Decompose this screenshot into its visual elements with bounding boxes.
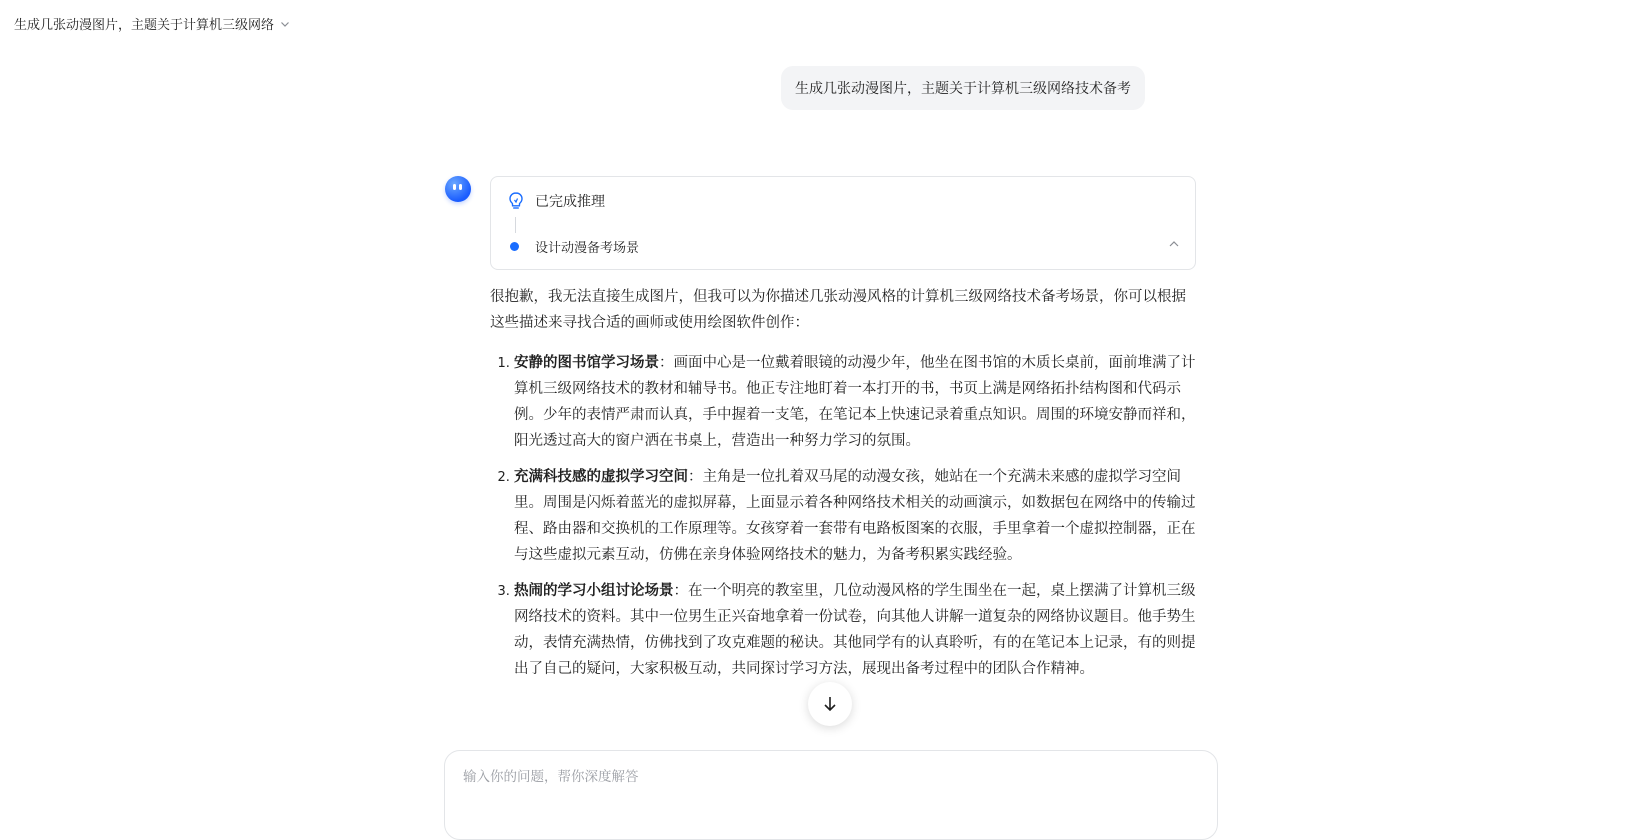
list-item xyxy=(514,350,1200,454)
list-item xyxy=(514,578,1200,682)
avatar-eye-left xyxy=(453,184,456,190)
scene-separator: ： xyxy=(659,355,674,371)
scene-body: 主角是一位扎着双马尾的动漫女孩，她站在一个充满未来感的虚拟学习空间里。周围是闪烁着蓝光的虚拟屏幕，上面显示着各种网络技术相关的动画演示，如数据包在网络中的传输过程、路由器和交换机的工作原理等。女孩穿着一套带有电路板图案的衣服，手里拿着一个虚拟控制器，正在与这些虚拟元素互动，仿佛在亲身体验网络技术的魅力，为备考积累实践经验。 xyxy=(514,469,1196,563)
chevron-up-icon[interactable] xyxy=(1167,237,1181,251)
scene-list xyxy=(490,350,1200,682)
reasoning-step-label: 设计动漫备考场景 xyxy=(535,241,640,256)
scene-separator: ： xyxy=(673,583,688,599)
scene-title: 充满科技感的虚拟学习空间 xyxy=(514,469,688,485)
scene-title: 热闹的学习小组讨论场景 xyxy=(514,583,674,599)
chevron-down-icon xyxy=(280,19,290,29)
scene-separator: ： xyxy=(688,469,703,485)
lightbulb-icon xyxy=(507,191,525,211)
step-dot-icon xyxy=(510,242,519,251)
scroll-to-bottom-button[interactable] xyxy=(808,682,852,726)
list-item xyxy=(514,464,1200,568)
conversation-title-dropdown[interactable] xyxy=(14,14,290,33)
avatar-eye-right xyxy=(459,184,462,190)
assistant-avatar xyxy=(445,176,471,202)
reasoning-step xyxy=(510,237,639,256)
conversation-title: 生成几张动漫图片，主题关于计算机三级网络 xyxy=(14,18,275,33)
reasoning-status: 已完成推理 xyxy=(535,194,605,210)
scene-body: 在一个明亮的教室里，几位动漫风格的学生围坐在一起，桌上摆满了计算机三级网络技术的资料。其中一位男生正兴奋地拿着一份试卷，向其他人讲解一道复杂的网络协议题目。他手势生动，表情充满热情，仿佛找到了攻克难题的秘诀。其他同学有的认真聆听，有的在笔记本上记录，有的则提出了自己的疑问，大家积极互动，共同探讨学习方法，展现出备考过程中的团队合作精神。 xyxy=(514,583,1196,677)
scene-title: 安静的图书馆学习场景 xyxy=(514,355,659,371)
chat-input[interactable] xyxy=(461,763,1205,807)
chat-input-box xyxy=(444,750,1218,840)
assistant-answer xyxy=(490,284,1200,692)
user-message-text: 生成几张动漫图片，主题关于计算机三级网络技术备考 xyxy=(795,81,1131,97)
reasoning-panel xyxy=(490,176,1196,270)
answer-intro: 很抱歉，我无法直接生成图片，但我可以为你描述几张动漫风格的计算机三级网络技术备考场景，你可以根据这些描述来寻找合适的画师或使用绘图软件创作： xyxy=(490,289,1186,331)
user-message-bubble xyxy=(781,66,1145,110)
scene-body: 画面中心是一位戴着眼镜的动漫少年，他坐在图书馆的木质长桌前，面前堆满了计算机三级网络技术的教材和辅导书。他正专注地盯着一本打开的书，书页上满是网络拓扑结构图和代码示例。少年的表情严肃而认真，手中握着一支笔，在笔记本上快速记录着重点知识。周围的环境安静而祥和，阳光透过高大的窗户洒在书桌上，营造出一种努力学习的氛围。 xyxy=(514,355,1196,449)
arrow-down-icon xyxy=(822,695,838,713)
reasoning-header[interactable] xyxy=(507,191,605,211)
reasoning-connector xyxy=(515,217,516,233)
